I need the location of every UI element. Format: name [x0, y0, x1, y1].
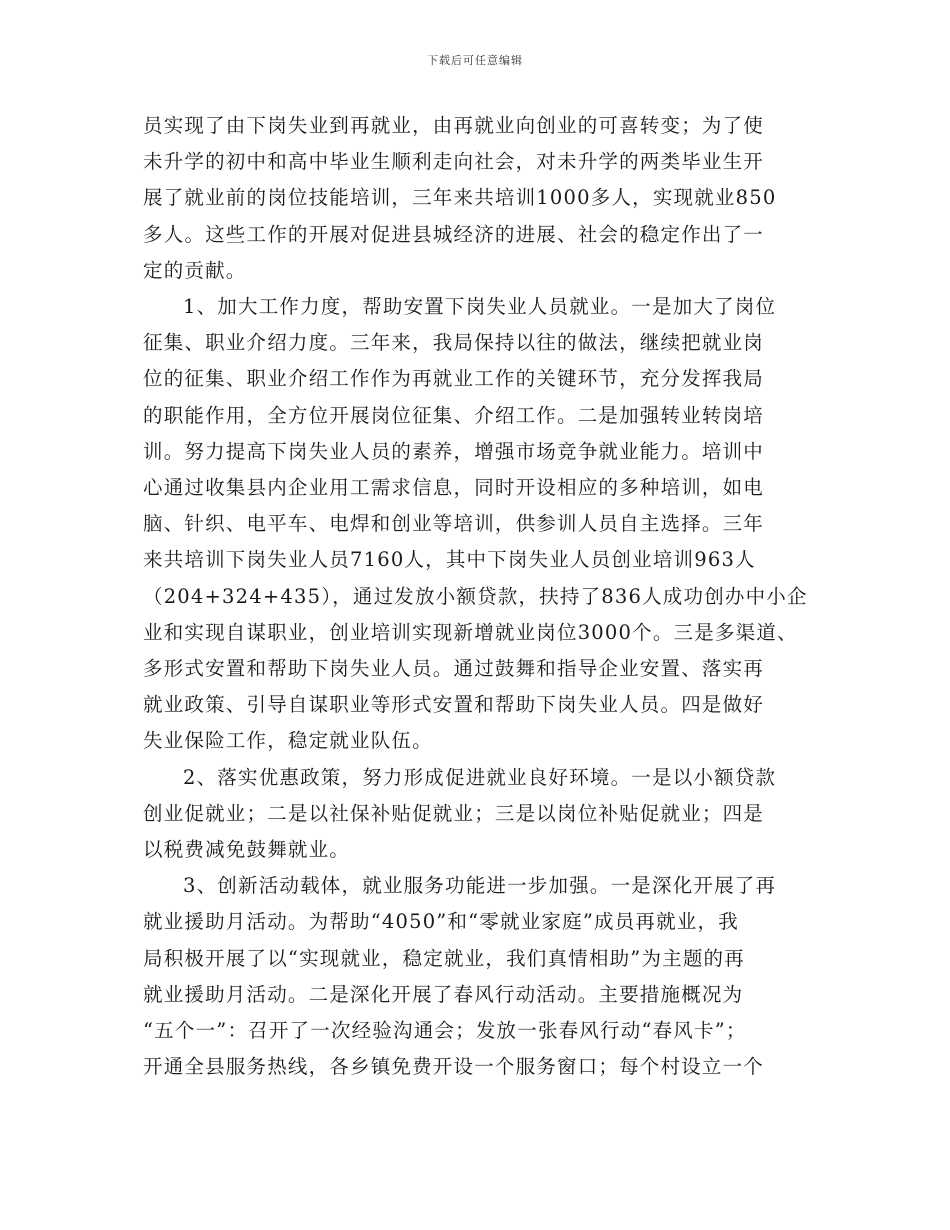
text-line: 2、落实优惠政策，努力形成促进就业良好环境。一是以小额贷款	[183, 765, 777, 789]
text-line: （204+324+435），通过发放小额贷款，扶持了836人成功创办中小企	[143, 584, 808, 608]
paragraph	[143, 760, 815, 869]
text-line: 多形式安置和帮助下岗失业人员。通过鼓舞和指导企业安置、落实再	[143, 657, 765, 681]
text-line: 未升学的初中和高中毕业生顺利走向社会，对未升学的两类毕业生开	[143, 150, 765, 174]
text-line: 就业政策、引导自谋职业等形式安置和帮助下岗失业人员。四是做好	[143, 693, 765, 717]
text-line: 创业促就业；二是以社保补贴促就业；三是以岗位补贴促就业；四是	[143, 801, 765, 825]
text-line: 征集、职业介绍力度。三年来，我局保持以往的做法，继续把就业岗	[143, 331, 765, 355]
text-line: 业和实现自谋职业，创业培训实现新增就业岗位3000个。三是多渠道、	[143, 620, 798, 644]
text-line: 失业保险工作，稳定就业队伍。	[143, 729, 433, 753]
page-header: 下载后可任意编辑	[427, 54, 523, 67]
paragraph	[143, 289, 815, 760]
text-line: 的职能作用，全方位开展岗位征集、介绍工作。二是加强转业转岗培	[143, 403, 765, 427]
text-line: 展了就业前的岗位技能培训，三年来共培训1000多人，实现就业850	[143, 186, 777, 210]
document-body	[143, 108, 815, 1085]
text-line: 局积极开展了以“实现就业，稳定就业，我们真情相助”为主题的再	[143, 946, 745, 970]
text-line: 就业援助月活动。二是深化开展了春风行动活动。主要措施概况为	[143, 982, 744, 1006]
text-line: 训。努力提高下岗失业人员的素养，增强市场竞争就业能力。培训中	[143, 439, 765, 463]
paragraph	[143, 868, 815, 1085]
text-line: 脑、针织、电平车、电焊和创业等培训，供参训人员自主选择。三年	[143, 512, 765, 536]
text-line: 以税费减免鼓舞就业。	[143, 838, 351, 862]
text-line: “五个一”：召开了一次经验沟通会；发放一张春风行动“春风卡”；	[143, 1019, 747, 1043]
text-line: 就业援助月活动。为帮助“4050”和“零就业家庭”成员再就业，我	[143, 910, 739, 934]
text-line: 定的贡献。	[143, 258, 247, 282]
text-line: 员实现了由下岗失业到再就业，由再就业向创业的可喜转变；为了使	[143, 114, 765, 137]
text-line: 3、创新活动载体，就业服务功能进一步加强。一是深化开展了再	[183, 874, 777, 898]
paragraph	[143, 108, 815, 289]
text-line: 多人。这些工作的开展对促进县城经济的进展、社会的稳定作出了一	[143, 222, 765, 246]
text-line: 位的征集、职业介绍工作作为再就业工作的关键环节，充分发挥我局	[143, 367, 765, 391]
text-line: 1、加大工作力度，帮助安置下岗失业人员就业。一是加大了岗位	[183, 295, 777, 319]
text-line: 来共培训下岗失业人员7160人，其中下岗失业人员创业培训963人	[143, 548, 756, 572]
text-line: 开通全县服务热线，各乡镇免费开设一个服务窗口；每个村设立一个	[143, 1055, 765, 1079]
text-line: 心通过收集县内企业用工需求信息，同时开设相应的多种培训，如电	[143, 476, 765, 500]
